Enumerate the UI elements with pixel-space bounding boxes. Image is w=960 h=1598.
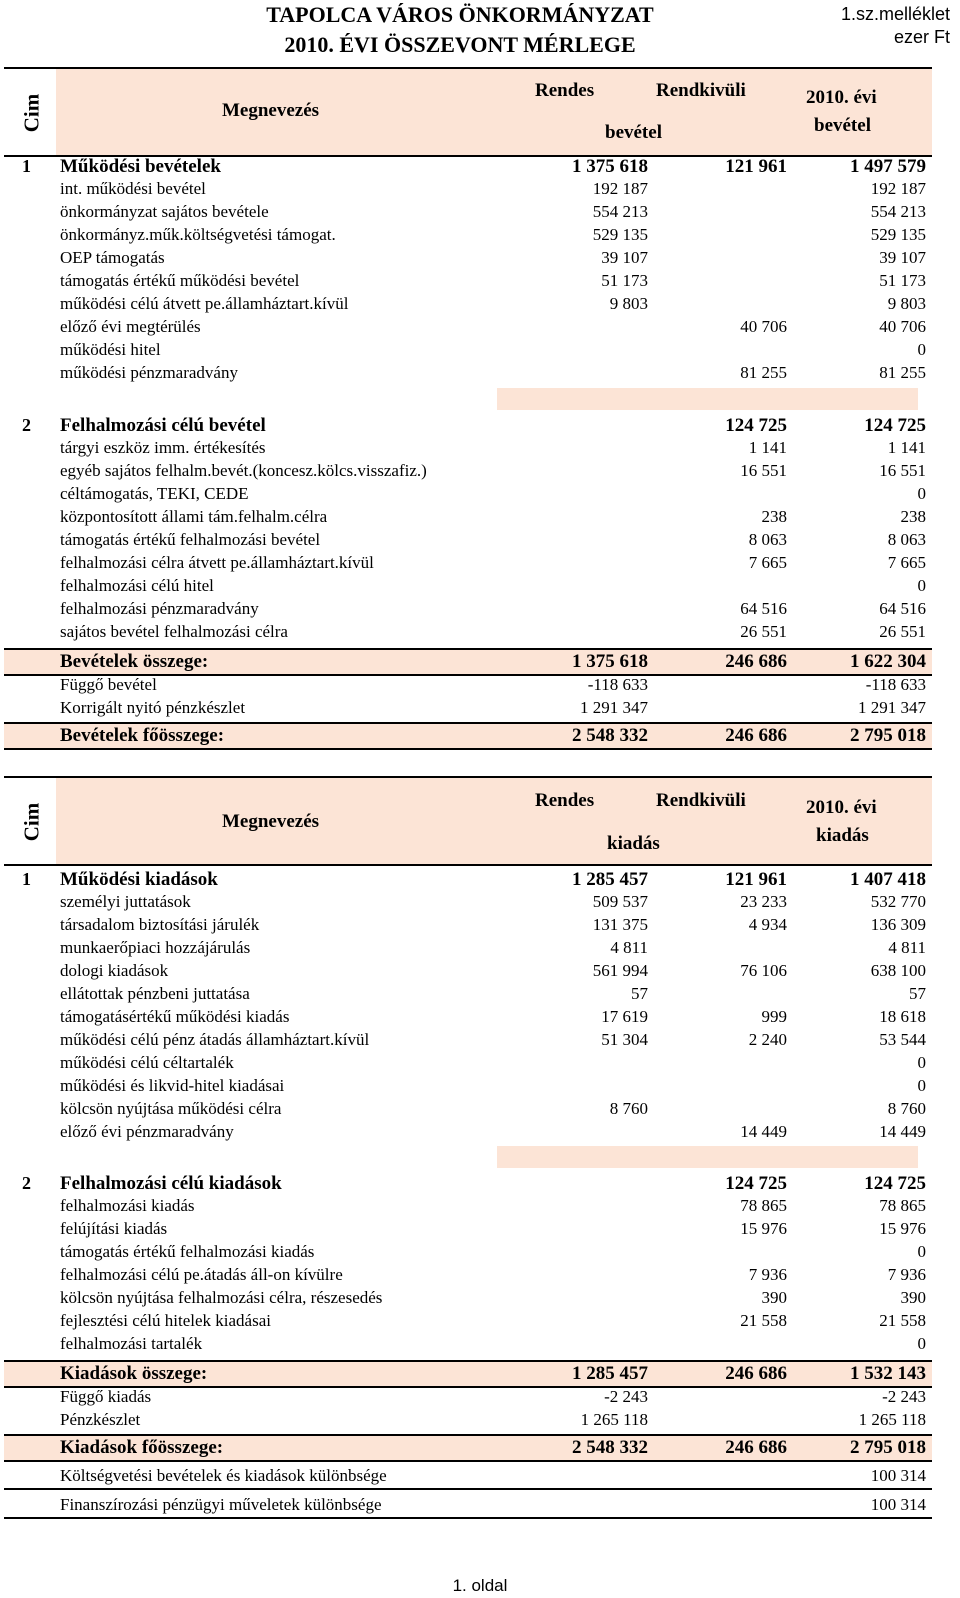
extra-value: 21 558 <box>740 1311 787 1330</box>
table-row <box>4 914 932 937</box>
row-label: önkormányzat sajátos bevétele <box>60 202 269 221</box>
total-row <box>4 1434 932 1462</box>
extra-value: 78 865 <box>740 1196 787 1215</box>
extra-value: 2 240 <box>748 1030 787 1049</box>
table-row <box>4 460 932 483</box>
row-label: ellátottak pénzbeni juttatása <box>60 984 250 1003</box>
row-label: működési célú pénz átadás államháztart.kívül <box>60 1030 370 1049</box>
total-value: 0 <box>917 1242 926 1261</box>
table-row <box>4 529 932 552</box>
extra-value: 246 686 <box>725 1363 787 1384</box>
row-label: felhalmozási célra átvett pe.államháztart.kívül <box>60 553 374 572</box>
extra-value: 40 706 <box>740 317 787 336</box>
regular-value: 1 285 457 <box>572 869 648 890</box>
unit-label: ezer Ft <box>893 27 950 47</box>
total-value: 53 544 <box>879 1030 926 1049</box>
row-label: központosított állami tám.felhalm.célra <box>60 507 328 526</box>
row-number: 2 <box>22 415 31 435</box>
row-number: 1 <box>22 869 31 889</box>
total-value: 100 314 <box>870 1495 926 1514</box>
table-row <box>4 1287 932 1310</box>
section-row <box>4 868 932 891</box>
table-row <box>4 1195 932 1218</box>
col-sub: kiadás <box>607 833 660 854</box>
row-label: működési célú céltartalék <box>60 1053 234 1072</box>
row-label: Felhalmozási célú kiadások <box>60 1173 282 1194</box>
extra-value: 999 <box>761 1007 787 1026</box>
regular-value: -118 633 <box>587 675 648 694</box>
section-spacer-shading <box>497 388 918 410</box>
regular-value: 2 548 332 <box>572 1437 648 1458</box>
total-value: 0 <box>917 576 926 595</box>
table-row <box>4 1333 932 1356</box>
total-value: 51 173 <box>879 271 926 290</box>
col-regular: Rendes <box>535 80 595 101</box>
regular-value: 51 173 <box>601 271 648 290</box>
table-row <box>4 362 932 385</box>
row-label: előző évi megtérülés <box>60 317 201 336</box>
total-value: 2 795 018 <box>850 1437 926 1458</box>
row-label: támogatás értékű felhalmozási bevétel <box>60 530 321 549</box>
col-extra: Rendkivüli <box>656 80 746 101</box>
section-row <box>4 155 932 178</box>
extra-value: 4 934 <box>748 915 787 934</box>
total-value: 390 <box>900 1288 926 1307</box>
regular-value: 57 <box>631 984 648 1003</box>
table-row <box>4 1465 932 1490</box>
total-value: -118 633 <box>865 675 926 694</box>
col-sub: bevétel <box>605 122 662 143</box>
regular-value: 1 375 618 <box>572 651 648 672</box>
extra-value: 121 961 <box>725 869 787 890</box>
total-value: 638 100 <box>870 961 926 980</box>
table-row <box>4 178 932 201</box>
table-row <box>4 483 932 506</box>
section-row <box>4 414 932 437</box>
table-row <box>4 1409 932 1432</box>
regular-value: 51 304 <box>601 1030 648 1049</box>
total-value: 64 516 <box>879 599 926 618</box>
row-label: fejlesztési célú hitelek kiadásai <box>60 1311 271 1330</box>
total-value: 124 725 <box>864 415 926 436</box>
row-label: Függő kiadás <box>60 1387 152 1406</box>
total-value: 57 <box>909 984 926 1003</box>
regular-value: 9 803 <box>609 294 648 313</box>
table-row <box>4 1029 932 1052</box>
total-value: 1 141 <box>887 438 926 457</box>
col-total-line2: kiadás <box>816 825 869 846</box>
total-value: 7 936 <box>887 1265 926 1284</box>
row-label: támogatás értékű működési bevétel <box>60 271 300 290</box>
total-value: 1 532 143 <box>850 1363 926 1384</box>
total-value: 529 135 <box>870 225 926 244</box>
row-label: támogatásértékű működési kiadás <box>60 1007 290 1026</box>
row-label: céltámogatás, TEKI, CEDE <box>60 484 249 503</box>
total-value: 9 803 <box>887 294 926 313</box>
table-row <box>4 1121 932 1144</box>
extra-value: 15 976 <box>740 1219 787 1238</box>
total-value: 238 <box>900 507 926 526</box>
row-label: int. működési bevétel <box>60 179 206 198</box>
expense-table-header <box>4 776 932 866</box>
extra-value: 1 141 <box>748 438 787 457</box>
extra-value: 124 725 <box>725 415 787 436</box>
row-label: működési hitel <box>60 340 161 359</box>
total-value: 21 558 <box>879 1311 926 1330</box>
row-label: Bevételek főösszege: <box>60 725 225 746</box>
extra-value: 81 255 <box>740 363 787 382</box>
section-spacer-shading <box>497 1146 918 1168</box>
regular-value: 554 213 <box>592 202 648 221</box>
total-value: 16 551 <box>879 461 926 480</box>
table-row <box>4 1494 932 1519</box>
extra-value: 8 063 <box>748 530 787 549</box>
row-label: társadalom biztosítási járulék <box>60 915 260 934</box>
table-row <box>4 552 932 575</box>
row-label: OEP támogatás <box>60 248 165 267</box>
total-value: -2 243 <box>882 1387 926 1406</box>
table-row <box>4 598 932 621</box>
extra-value: 26 551 <box>740 622 787 641</box>
table-row <box>4 316 932 339</box>
total-value: 81 255 <box>879 363 926 382</box>
table-row <box>4 937 932 960</box>
regular-value: 192 187 <box>592 179 648 198</box>
row-label: dologi kiadások <box>60 961 169 980</box>
table-row <box>4 1310 932 1333</box>
total-value: 554 213 <box>870 202 926 221</box>
document-title-line2: 2010. ÉVI ÖSSZEVONT MÉRLEGE <box>284 32 636 57</box>
extra-value: 76 106 <box>740 961 787 980</box>
table-row <box>4 575 932 598</box>
table-row <box>4 247 932 270</box>
extra-value: 14 449 <box>740 1122 787 1141</box>
regular-value: -2 243 <box>604 1387 648 1406</box>
total-value: 192 187 <box>870 179 926 198</box>
extra-value: 7 665 <box>748 553 787 572</box>
total-value: 14 449 <box>879 1122 926 1141</box>
total-row <box>4 1360 932 1388</box>
table-row <box>4 1218 932 1241</box>
extra-value: 121 961 <box>725 156 787 177</box>
total-value: 1 622 304 <box>850 651 926 672</box>
total-value: 7 665 <box>887 553 926 572</box>
table-row <box>4 1098 932 1121</box>
total-value: 100 314 <box>870 1466 926 1485</box>
row-label: működési célú átvett pe.államháztart.kívül <box>60 294 349 313</box>
row-label: tárgyi eszköz imm. értékesítés <box>60 438 266 457</box>
row-number: 1 <box>22 156 31 176</box>
row-label: Finanszírozási pénzügyi műveletek különbsége <box>60 1495 382 1514</box>
extra-value: 64 516 <box>740 599 787 618</box>
total-value: 26 551 <box>879 622 926 641</box>
table-row <box>4 1386 932 1409</box>
table-row <box>4 1264 932 1287</box>
table-row <box>4 1006 932 1029</box>
table-row <box>4 506 932 529</box>
table-row <box>4 201 932 224</box>
regular-value: 4 811 <box>610 938 648 957</box>
row-label: Működési kiadások <box>60 869 218 890</box>
extra-value: 7 936 <box>748 1265 787 1284</box>
table-row <box>4 270 932 293</box>
regular-value: 1 265 118 <box>580 1410 648 1429</box>
regular-value: 131 375 <box>592 915 648 934</box>
table-row <box>4 960 932 983</box>
table-row <box>4 1241 932 1264</box>
table-row <box>4 437 932 460</box>
row-label: Függő bevétel <box>60 675 157 694</box>
total-value: 78 865 <box>879 1196 926 1215</box>
total-value: 15 976 <box>879 1219 926 1238</box>
table-row <box>4 891 932 914</box>
col-name: Megnevezés <box>222 811 320 832</box>
row-label: előző évi pénzmaradvány <box>60 1122 234 1141</box>
col-extra: Rendkivüli <box>656 790 746 811</box>
total-value: 1 265 118 <box>858 1410 926 1429</box>
table-row <box>4 621 932 644</box>
total-value: 39 107 <box>879 248 926 267</box>
extra-value: 238 <box>761 507 787 526</box>
row-label: felhalmozási kiadás <box>60 1196 195 1215</box>
row-label: Kiadások főösszege: <box>60 1437 224 1458</box>
extra-value: 246 686 <box>725 651 787 672</box>
total-value: 0 <box>917 340 926 359</box>
row-number: 2 <box>22 1173 31 1193</box>
total-value: 8 760 <box>887 1099 926 1118</box>
table-row <box>4 674 932 697</box>
extra-value: 16 551 <box>740 461 787 480</box>
regular-value: 39 107 <box>601 248 648 267</box>
row-label: Kiadások összege: <box>60 1363 208 1384</box>
row-label: működési és likvid-hitel kiadásai <box>60 1076 285 1095</box>
total-value: 1 497 579 <box>850 156 926 177</box>
table-row <box>4 1052 932 1075</box>
total-value: 0 <box>917 1053 926 1072</box>
row-label: sajátos bevétel felhalmozási célra <box>60 622 288 641</box>
col-total-line1: 2010. évi <box>806 797 877 818</box>
total-value: 532 770 <box>870 892 926 911</box>
regular-value: 2 548 332 <box>572 725 648 746</box>
col-regular: Rendes <box>535 790 595 811</box>
row-label: felhalmozási célú hitel <box>60 576 214 595</box>
section-row <box>4 1172 932 1195</box>
extra-value: 246 686 <box>725 725 787 746</box>
row-label: kölcsön nyújtása működési célra <box>60 1099 282 1118</box>
row-label: Működési bevételek <box>60 156 221 177</box>
regular-value: 17 619 <box>601 1007 648 1026</box>
row-label: munkaerőpiaci hozzájárulás <box>60 938 251 957</box>
regular-value: 8 760 <box>609 1099 648 1118</box>
row-label: működési pénzmaradvány <box>60 363 238 382</box>
extra-value: 390 <box>761 1288 787 1307</box>
row-label: önkormányz.műk.költségvetési támogat. <box>60 225 336 244</box>
total-value: 1 407 418 <box>850 869 926 890</box>
row-label: személyi juttatások <box>60 892 191 911</box>
regular-value: 561 994 <box>592 961 648 980</box>
row-label: Korrigált nyitó pénzkészlet <box>60 698 246 717</box>
extra-value: 23 233 <box>740 892 787 911</box>
extra-value: 124 725 <box>725 1173 787 1194</box>
row-label: felhalmozási célú pe.átadás áll-on kívülre <box>60 1265 343 1284</box>
row-label: Bevételek összege: <box>60 651 209 672</box>
regular-value: 1 285 457 <box>572 1363 648 1384</box>
total-value: 0 <box>917 1334 926 1353</box>
table-row <box>4 224 932 247</box>
col-total-line1: 2010. évi <box>806 87 877 108</box>
row-label: felújítási kiadás <box>60 1219 168 1238</box>
row-label: Költségvetési bevételek és kiadások különbsége <box>60 1466 387 1485</box>
table-row <box>4 1075 932 1098</box>
total-value: 18 618 <box>879 1007 926 1026</box>
row-label: egyéb sajátos felhalm.bevét.(koncesz.kölcs.visszafiz.) <box>60 461 427 480</box>
total-value: 4 811 <box>888 938 926 957</box>
row-label: kölcsön nyújtása felhalmozási célra, részesedés <box>60 1288 383 1307</box>
row-label: Pénzkészlet <box>60 1410 141 1429</box>
annex-label: 1.sz.melléklet <box>840 4 950 24</box>
table-row <box>4 339 932 362</box>
table-row <box>4 983 932 1006</box>
regular-value: 1 291 347 <box>580 698 648 717</box>
col-name: Megnevezés <box>222 100 320 121</box>
row-label: támogatás értékű felhalmozási kiadás <box>60 1242 315 1261</box>
total-value: 0 <box>917 1076 926 1095</box>
regular-value: 529 135 <box>592 225 648 244</box>
total-value: 124 725 <box>864 1173 926 1194</box>
regular-value: 509 537 <box>592 892 648 911</box>
row-label: Felhalmozási célú bevétel <box>60 415 266 436</box>
regular-value: 1 375 618 <box>572 156 648 177</box>
total-value: 0 <box>917 484 926 503</box>
extra-value: 246 686 <box>725 1437 787 1458</box>
total-value: 1 291 347 <box>858 698 926 717</box>
total-row <box>4 648 932 676</box>
total-value: 136 309 <box>870 915 926 934</box>
total-value: 2 795 018 <box>850 725 926 746</box>
document-title-line1: TAPOLCA VÁROS ÖNKORMÁNYZAT <box>266 2 654 27</box>
row-label: felhalmozási pénzmaradvány <box>60 599 259 618</box>
table-row <box>4 293 932 316</box>
income-table-header <box>4 67 932 157</box>
total-row <box>4 722 932 750</box>
col-cim: Cim <box>19 93 44 133</box>
total-value: 8 063 <box>887 530 926 549</box>
total-value: 40 706 <box>879 317 926 336</box>
page-number: 1. oldal <box>452 1576 508 1595</box>
col-cim: Cim <box>19 802 44 842</box>
table-row <box>4 697 932 720</box>
row-label: felhalmozási tartalék <box>60 1334 203 1353</box>
col-total-line2: bevétel <box>814 115 871 136</box>
